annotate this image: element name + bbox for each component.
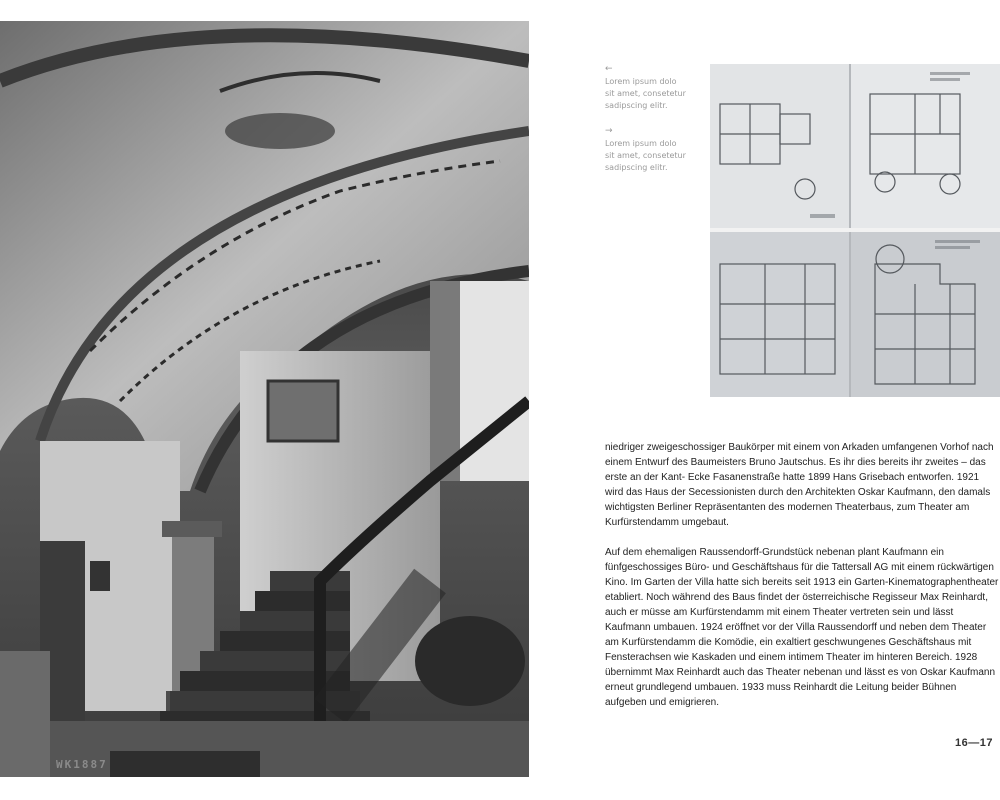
staircase-hall-photo (0, 21, 529, 777)
photo-illustration (0, 21, 529, 777)
arrow-right-icon: → (605, 126, 613, 136)
page-number: 16—17 (955, 737, 993, 749)
floor-plan-illustration (710, 64, 1000, 397)
photo-caption: WK1887 (56, 758, 108, 771)
note-previous (605, 64, 715, 112)
paragraph: niedriger zweigeschossiger Baukörper mit einem von Arkaden umfangenen Vorhof nach einem Entwurf des Baumeisters Bruno Jautschus. Es ihr dies bereits ihr zweites – das erste an der Kant- Ecke Fasanenstraße hatte 1899 Hans Grisebach entworfen. 1921 wird das Haus der Secessionisten durch den Architekten Oskar Kaufmann, den damals wichtigsten Berliner Repräsentanten des modernen Theaterbaus, zum Theater am Kurfürstendamm umgebaut. (605, 442, 994, 528)
arrow-left-icon: ← (605, 64, 613, 74)
floor-plan-image (710, 64, 1000, 397)
body-text (605, 440, 1000, 725)
note-next (605, 126, 715, 174)
note-text: Lorem ipsum dolo sit amet, consetetur sadipscing elitr. (605, 139, 686, 172)
paragraph: Auf dem ehemaligen Raussendorff-Grundstück nebenan plant Kaufmann ein fünfgeschossiges Büro- und Geschäftshaus für die Tattersall AG mit einem rückwärtigen Kino. Im Garten der Villa hatte sich bereits seit 1913 ein Garten-Kinematographentheater etabliert. Noch während des Baus findet der österreichische Regisseur Max Reinhardt, auch er müsse am Kurfürstendamm mit einem Theater vertreten sein und lässt Kaufmann umbauen. 1924 eröffnet vor der Villa Raussendorff und neben dem Theater am Kurfürstendamm die Komödie, ein exaltiert geschwungenes Geschäftshaus mit Fensterachsen wie Kaskaden und einem intimem Theater im hinteren Bereich. 1928 übernimmt Max Reinhardt auch das Theater nebenan und lässt es von Oskar Kaufmann erneut grundlegend umbauen. 1933 muss Reinhardt die Leitung beider Bühnen aufgeben und emigrieren. (605, 547, 999, 708)
side-notes (605, 64, 715, 188)
note-text: Lorem ipsum dolo sit amet, consetetur sadipscing elitr. (605, 77, 686, 110)
